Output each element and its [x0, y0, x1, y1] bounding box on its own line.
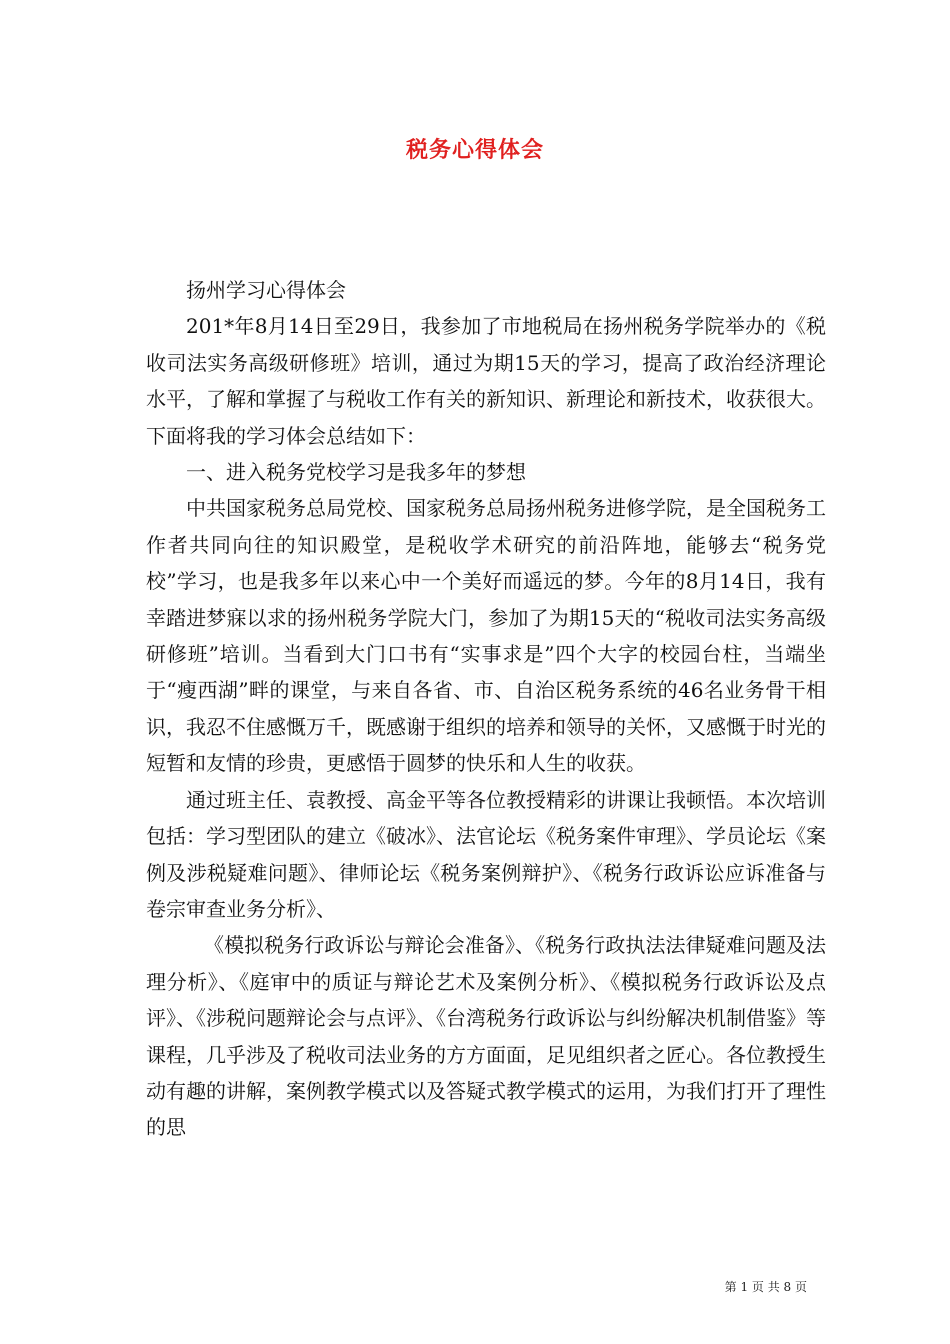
- paragraph-body: 通过班主任、袁教授、高金平等各位教授精彩的讲课让我顿悟。本次培训包括：学习型团队的建立《破冰》、法官论坛《税务案件审理》、学员论坛《案例及涉税疑难问题》、律师论坛《税务案例辩护》、《税务行政诉讼应诉准备与卷宗审查业务分析》、: [146, 787, 826, 921]
- document-title: 税务心得体会: [405, 137, 544, 163]
- paragraph-body: 中共国家税务总局党校、国家税务总局扬州税务进修学院，是全国税务工作者共同向往的知识殿堂，是税收学术研究的前沿阵地，能够去“税务党校”学习，也是我多年以来心中一个美好而遥远的梦。今年的8月14日，我有幸踏进梦寐以求的扬州税务学院大门，参加了为期15天的“税收司法实务高级研修班”培训。当看到大门口书有“实事求是”四个大字的校园台柱，当端坐于“瘦西湖”畔的课堂，与来自各省、市、自治区税务系统的46名业务骨干相识，我忍不住感慨万千，既感谢于组织的培养和领导的关怀，又感慨于时光的短暂和友情的珍贵，更感悟于圆梦的快乐和人生的收获。: [146, 496, 826, 776]
- section-heading-1: 一、进入税务党校学习是我多年的梦想: [186, 460, 526, 485]
- paragraph-subtitle: 扬州学习心得体会: [186, 278, 346, 302]
- paragraph-body: 《模拟税务行政诉讼与辩论会准备》、《税务行政执法法律疑难问题及法理分析》、《庭审中的质证与辩论艺术及案例分析》、《模拟税务行政诉讼及点评》、《涉税问题辩论会与点评》、《台湾税务行政诉讼与纠纷解决机制借鉴》等课程，几乎涉及了税收司法业务的方方面面，足见组织者之匠心。各位教授生动有趣的讲解，案例教学模式以及答疑式教学模式的运用，为我们打开了理性的思: [146, 933, 826, 1140]
- page-indicator: 第 1 页 共 8 页: [724, 1280, 807, 1294]
- document-body: [146, 272, 826, 1146]
- paragraph-intro: 201*年8月14日至29日，我参加了市地税局在扬州税务学院举办的《税收司法实务高级研修班》培训，通过为期15天的学习，提高了政治经济理论水平，了解和掌握了与税收工作有关的新知识、新理论和新技术，收获很大。下面将我的学习体会总结如下：: [146, 314, 826, 448]
